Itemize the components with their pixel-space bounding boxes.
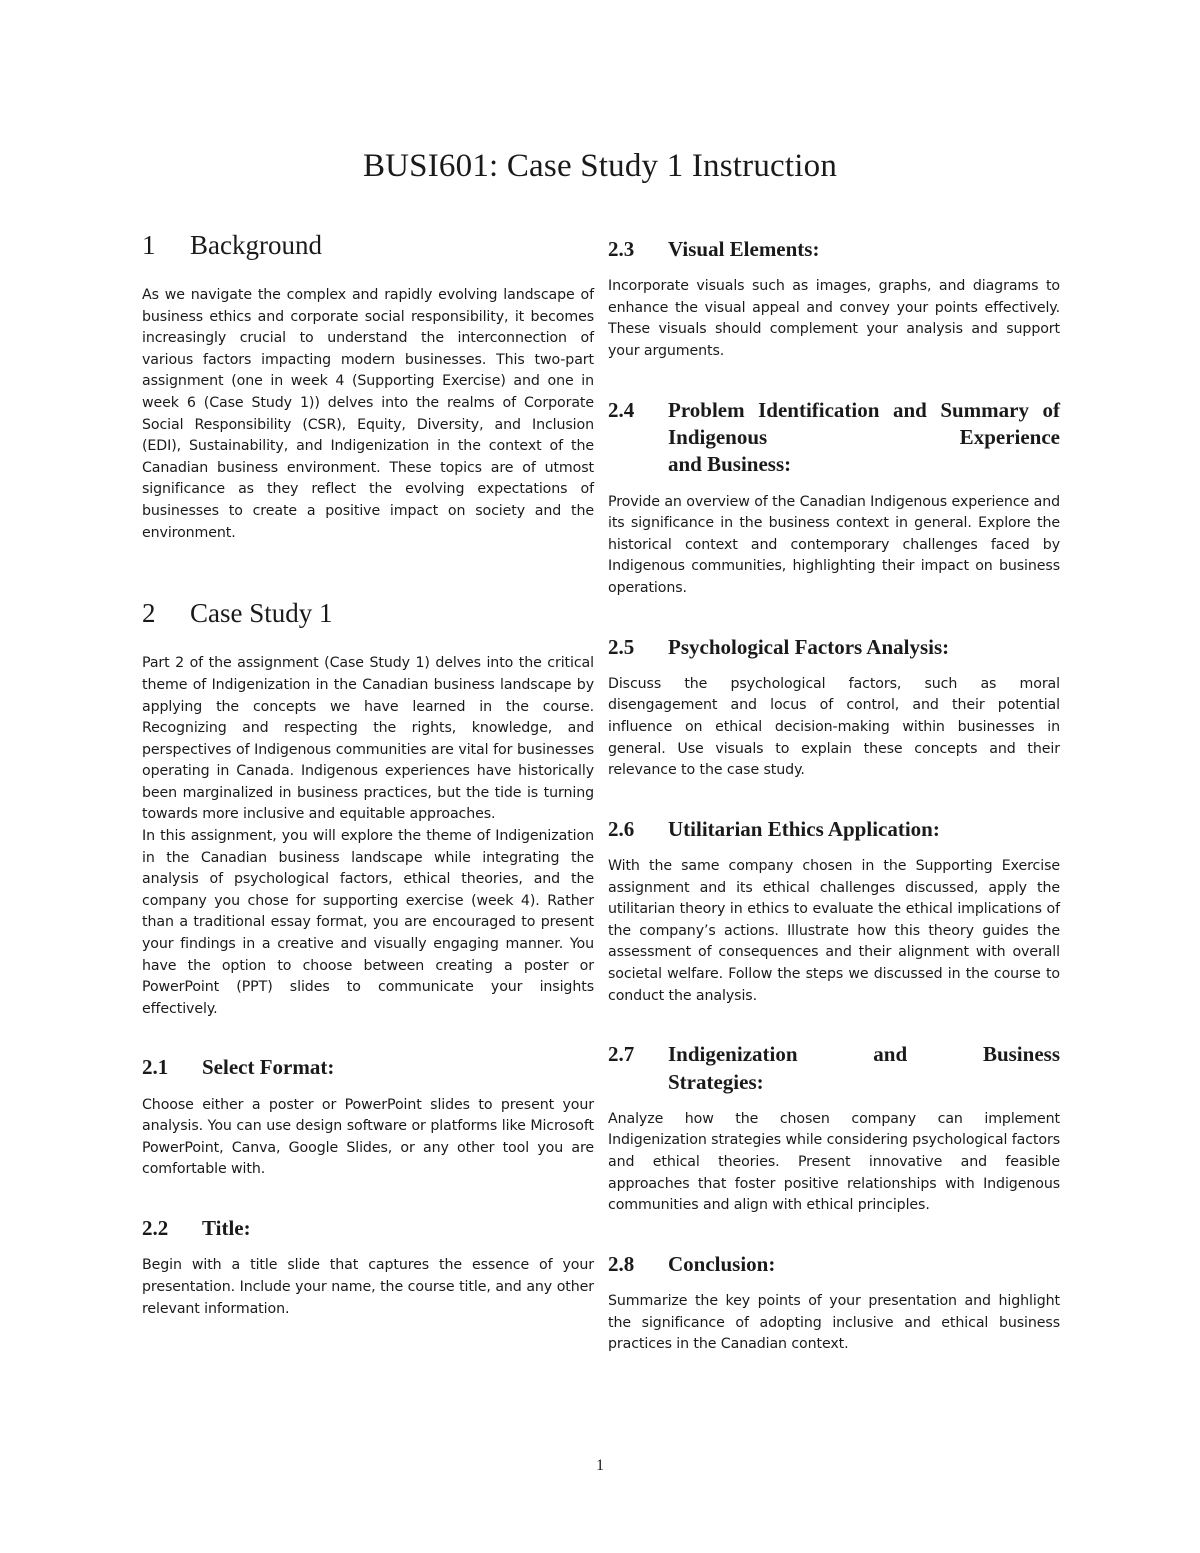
subsection-visual-elements <box>608 236 1060 363</box>
conclusion-paragraph: Summarize the key points of your presentation and highlight the significance of adopting inclusive and ethical business practices in the Canadian context. <box>608 1293 1060 1353</box>
subsection-number: 2.5 <box>608 634 635 659</box>
subsection-title <box>668 397 1060 479</box>
subsection-number: 2.8 <box>608 1251 635 1276</box>
right-column <box>608 236 1060 1356</box>
subsection-number: 2.1 <box>142 1055 169 1080</box>
subsection-number: 2.2 <box>142 1216 169 1241</box>
visual-elements-paragraph: Incorporate visuals such as images, graphs, and diagrams to enhance the visual appeal and convey your points effectively. These visuals should complement your analysis and support your arguments. <box>608 278 1060 360</box>
subsection-utilitarian-ethics <box>608 816 1060 1007</box>
subsection-number: 2.6 <box>608 816 635 841</box>
subsection-title-line-1: Problem Identification and Summary of Indigenous Experience <box>668 397 1060 449</box>
section-title: Background <box>190 230 322 260</box>
subsection-title: Utilitarian Ethics Application: <box>668 816 940 841</box>
section-number: 1 <box>142 230 156 260</box>
problem-identification-paragraph: Provide an overview of the Canadian Indigenous experience and its significance in the business context in general. Explore the historical context and contemporary challenges faced by Indigenous communities, highlighting their impact on business operations. <box>608 493 1060 596</box>
subsection-number: 2.4 <box>608 397 635 422</box>
background-paragraph: As we navigate the complex and rapidly evolving landscape of business ethics and corporate social responsibility, it becomes increasingly crucial to understand the interconnection of various factors impacting modern businesses. This two-part assignment (one in week 4 (Supporting Exercise) and one in week 6 (Case Study 1)) delves into the realms of Corporate Social Responsibility (CSR), Equity, Diversity, and Inclusion (EDI), Sustainability, and Indigenization in the context of the Canadian business environment. These topics are of utmost significance as they reflect the evolving expectations of businesses to create a positive impact on society and the environment. <box>142 287 594 541</box>
subsection-title-line-1: Indigenization and Business <box>668 1042 1060 1067</box>
psychological-factors-paragraph: Discuss the psychological factors, such as moral disengagement and locus of control, and their potential influence on ethical decision-making within businesses in general. Use visuals to explain these concepts and their relevance to the case study. <box>608 675 1060 779</box>
left-column <box>142 228 594 1320</box>
subsection-heading <box>608 634 1060 661</box>
subsection-title: Conclusion: <box>668 1251 776 1276</box>
section-heading <box>142 596 594 631</box>
subsection-select-format <box>142 1054 594 1181</box>
utilitarian-ethics-paragraph: With the same company chosen in the Supporting Exercise assignment and its ethical challenges discussed, apply the utilitarian theory in ethics to evaluate the ethical implications of the company’s actions. Illustrate how this theory guides the assessment of consequences and their alignment with overall societal welfare. Follow the steps we discussed in the course to conduct the analysis. <box>608 858 1060 1004</box>
subsection-heading <box>142 1215 594 1242</box>
subsection-problem-identification <box>608 397 1060 600</box>
subsection-number: 2.3 <box>608 237 635 261</box>
subsection-heading <box>608 1251 1060 1278</box>
title-paragraph: Begin with a title slide that captures the essence of your presentation. Include your name, the course title, and any other relevant information. <box>142 1257 594 1317</box>
subsection-title-line-2: Strategies: <box>668 1069 764 1094</box>
subsection-title: Psychological Factors Analysis: <box>668 634 950 659</box>
subsection-title: Select Format: <box>202 1055 335 1080</box>
section-background <box>142 228 594 544</box>
subsection-heading <box>608 816 1060 843</box>
page-number: 1 <box>596 1457 604 1474</box>
select-format-paragraph: Choose either a poster or PowerPoint slides to present your analysis. You can use design software or platforms like Microsoft PowerPoint, Canva, Google Slides, or any other tool you are comfortable with. <box>142 1096 594 1178</box>
case-study-paragraph-2: In this assignment, you will explore the theme of Indigenization in the Canadian business landscape while integrating the analysis of psychological factors, ethical theories, and the company you chose for supporting exercise (week 4). Rather than a traditional essay format, you are encouraged to present your findings in a creative and visually engaging manner. You have the option to choose between creating a poster or PowerPoint (PPT) slides to communicate your insights effectively. <box>142 828 594 1017</box>
subsection-heading <box>608 1041 1060 1096</box>
subsection-title <box>668 1041 1060 1096</box>
case-study-paragraph-1: Part 2 of the assignment (Case Study 1) delves into the critical theme of Indigenization in the Canadian business landscape by applying the concepts we have learned in the course. Recognizing and respecting the rights, knowledge, and perspectives of Indigenous communities are vital for businesses operating in Canada. Indigenous experiences have historically been marginalized in business practices, but the tide is turning towards more inclusive and equitable approaches. <box>142 655 594 823</box>
document-title: BUSI601: Case Study 1 Instruction <box>362 148 838 184</box>
subsection-heading <box>608 397 1060 479</box>
indigenization-strategies-paragraph: Analyze how the chosen company can implement Indigenization strategies while considering psychological factors and ethical theories. Present innovative and feasible approaches that foster positive relationships with Indigenous communities and align with ethical principles. <box>608 1110 1060 1214</box>
subsection-indigenization-strategies <box>608 1041 1060 1217</box>
subsection-title: Title: <box>202 1216 251 1241</box>
section-title: Case Study 1 <box>190 598 333 629</box>
subsection-title: Visual Elements: <box>668 237 820 261</box>
subsection-conclusion <box>608 1251 1060 1356</box>
section-heading <box>142 228 594 263</box>
section-number: 2 <box>142 598 156 629</box>
subsection-heading <box>142 1054 594 1081</box>
subsection-title <box>142 1215 594 1320</box>
subsection-number: 2.7 <box>608 1042 635 1067</box>
section-case-study <box>142 596 594 1020</box>
subsection-heading <box>608 236 1060 263</box>
subsection-title-line-2: and Business: <box>668 452 792 477</box>
subsection-psychological-factors <box>608 634 1060 782</box>
